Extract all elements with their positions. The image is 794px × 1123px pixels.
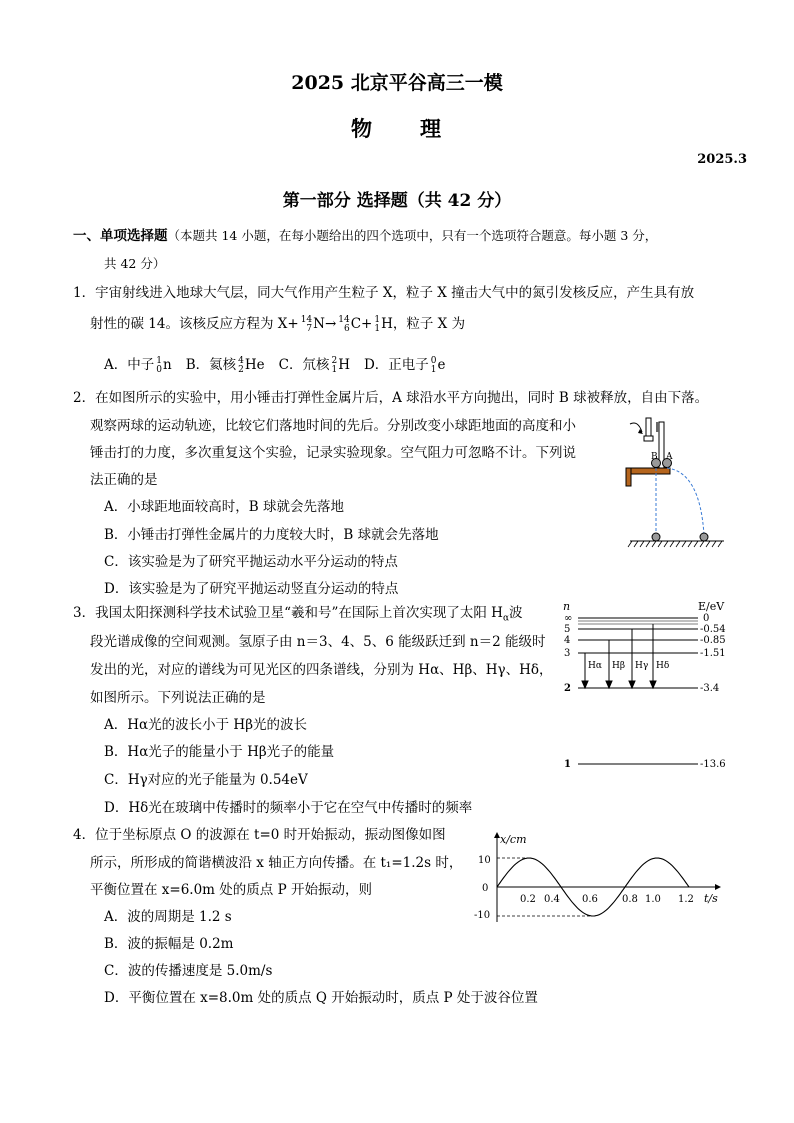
x-tick-0.6: 0.6 [582, 894, 598, 905]
x-tick-0.8: 0.8 [622, 894, 638, 905]
q4-option-c: C．波的传播速度是 5.0m/s [104, 963, 273, 979]
q2-option-c: C．该实验是为了研究平抛运动水平分运动的特点 [104, 554, 398, 570]
level-3-n: 3 [564, 648, 571, 659]
section-heading: 一、单项选择题 [73, 228, 168, 244]
q1-line2 [90, 314, 465, 334]
x-tick-0.2: 0.2 [520, 894, 536, 905]
level-inf-e: 0 [703, 613, 710, 624]
q1-options [104, 355, 446, 375]
energy-axis-label: E/eV [698, 600, 725, 613]
exam-title: 2025 北京平谷高三一模 [291, 72, 503, 94]
y-axis-label: x/cm [500, 833, 527, 846]
q3-line2: 段光谱成像的空间观测。氢原子由 n＝3、4、5、6 能级跃迁到 n＝2 能级时 [90, 634, 546, 650]
q2-line1: 2．在如图所示的实验中，用小锤击打弹性金属片后，A 球沿水平方向抛出，同时 B 球被释放，自由下落。 [73, 390, 709, 406]
origin-label: 0 [482, 883, 489, 894]
n-axis-label: n [563, 600, 571, 613]
section-note-cont: 共 42 分） [104, 256, 166, 271]
h-symbol: H [381, 316, 393, 332]
c-nuclide-numbers: 14 6 [338, 314, 350, 334]
q3-option-c: C．Hγ对应的光子能量为 0.54eV [104, 772, 308, 788]
part-title: 第一部分 选择题（共 42 分） [282, 191, 512, 211]
q2-line4: 法正确的是 [90, 472, 158, 488]
exam-date: 2025.3 [697, 152, 747, 167]
q2-option-b: B．小锤击打弹性金属片的力度较大时，B 球就会先落地 [104, 527, 439, 543]
vibration-graph [470, 830, 730, 925]
subject-char-2: 理 [420, 116, 443, 141]
q2-line3: 锤击打的力度，多次重复这个实验，记录实验现象。空气阻力可忽略不计。下列说 [90, 445, 576, 461]
q4-line3: 平衡位置在 x=6.0m 处的质点 P 开始振动，则 [90, 882, 372, 898]
q1-option-a: A．中子 1 0 n [104, 355, 172, 375]
q3-option-d: D．Hδ光在玻璃中传播时的频率小于它在空气中传播时的频率 [104, 800, 473, 816]
q4-line2: 所示，所形成的简谐横波沿 x 轴正方向传播。在 t₁=1.2s 时， [90, 855, 463, 871]
h-delta-label: Hδ [656, 661, 670, 671]
ball-b-label: B [651, 452, 658, 462]
y-tick-neg10: -10 [474, 910, 491, 921]
q3-option-a: A．Hα光的波长小于 Hβ光的波长 [104, 717, 308, 733]
subject-title [0, 113, 794, 143]
level-5-n: 5 [564, 624, 571, 635]
h-alpha-label: Hα [588, 661, 602, 671]
q4-option-a: A．波的周期是 1.2 s [104, 909, 232, 925]
reaction-arrow: → [324, 316, 337, 332]
q1-option-d: D．正电子 0 1 e [363, 355, 446, 375]
x-tick-0.4: 0.4 [544, 894, 560, 905]
level-1-n: 1 [564, 759, 571, 770]
level-inf-n: ∞ [564, 613, 573, 624]
section-heading-line [73, 226, 657, 246]
q4-line1: 4．位于坐标原点 O 的波源在 t=0 时开始振动，振动图像如图 [73, 827, 446, 843]
level-3-e: -1.51 [700, 648, 726, 659]
q4-option-d: D．平衡位置在 x=8.0m 处的质点 Q 开始振动时，质点 P 处于波谷位置 [104, 990, 538, 1006]
energy-level-diagram [558, 598, 738, 773]
q3-line3: 发出的光，对应的谱线为可见光区的四条谱线，分别为 Hα、Hβ、Hγ、Hδ， [90, 662, 553, 678]
h-gamma-label: Hγ [635, 661, 649, 671]
q1-line1: 1．宇宙射线进入地球大气层，同大气作用产生粒子 X，粒子 X 撞击大气中的氮引发核反应，产生具有放 [73, 285, 695, 301]
q2-option-d: D．该实验是为了研究平抛运动竖直分运动的特点 [104, 581, 399, 597]
q1-option-c: C．氘核 2 1 H [278, 355, 350, 375]
h-nuclide-numbers: 1 1 [374, 314, 381, 334]
n-nuclide-numbers: 14 7 [300, 314, 313, 334]
ball-a-label: A [666, 452, 673, 462]
level-2-e: -3.4 [700, 683, 720, 694]
q1-option-b: B．氦核 4 2 He [185, 355, 265, 375]
x-tick-1.2: 1.2 [678, 894, 694, 905]
q3-option-b: B．Hα光子的能量小于 Hβ光子的能量 [104, 744, 335, 760]
y-tick-10: 10 [478, 855, 491, 866]
h-beta-label: Hβ [612, 661, 626, 671]
q4-option-b: B．波的振幅是 0.2m [104, 936, 234, 952]
x-axis-label: t/s [704, 892, 718, 905]
q3-line1: 3．我国太阳探测科学技术试验卫星“羲和号”在国际上首次实现了太阳 $H_\alpha$波 [73, 605, 523, 624]
c-symbol: C+ [350, 316, 373, 332]
section-note: （本题共 14 小题，在每小题给出的四个选项中，只有一个选项符合题意。每小题 3 分， [167, 228, 658, 243]
subject-char-1: 物 [351, 116, 374, 141]
q2-line2: 观察两球的运动轨迹，比较它们落地时间的先后。分别改变小球距地面的高度和小 [90, 418, 576, 434]
level-1-e: -13.6 [700, 759, 726, 770]
level-5-e: -0.54 [700, 624, 726, 635]
q1-text-suffix: ，粒子 X 为 [392, 316, 466, 332]
level-2-n: 2 [564, 683, 571, 694]
q2-option-a: A．小球距地面较高时，B 球就会先落地 [104, 499, 344, 515]
q1-text-prefix: 射性的碳 14。该核反应方程为 X+ [90, 316, 299, 332]
projectile-apparatus-figure [620, 410, 730, 550]
x-tick-1.0: 1.0 [645, 894, 661, 905]
q3-line4: 如图所示。下列说法正确的是 [90, 690, 266, 706]
level-4-e: -0.85 [700, 635, 726, 646]
n-symbol: N [313, 316, 325, 332]
level-4-n: 4 [564, 635, 571, 646]
